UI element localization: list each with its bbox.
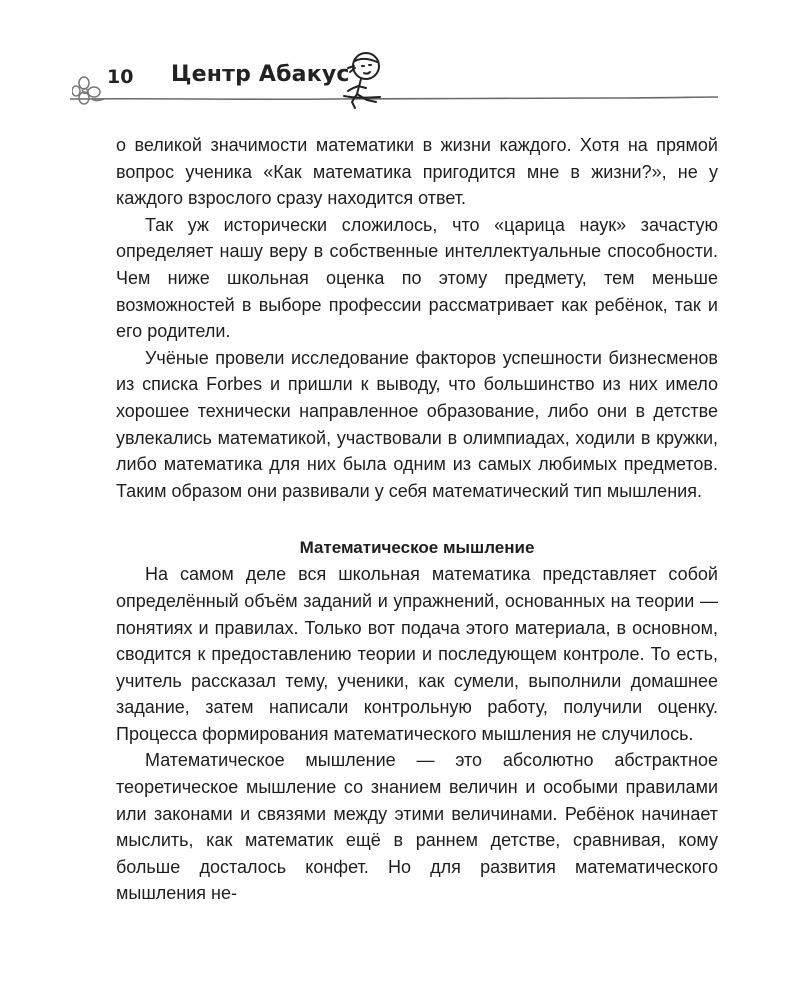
paragraph: На самом деле вся школьная математика представляет собой определённый объём заданий и упражнений, основанных на теории — понятиях и правилах. Только вот подача этого материала, в основном, сводится к предоставлению теории и последующем контроле. То есть, учитель рассказал тему, ученики, как сумели, выполнили домашнее задание, затем написали контрольную работу, получили оценку. Процесса формирования математического мышления не случилось.: [116, 564, 718, 744]
stick-figure-icon: [324, 46, 390, 112]
paragraph: Математическое мышление — это абсолютно абстрактное теоретическое мышление со знанием величин и особыми правилами или законами и связями между этими величинами. Ребёнок начинает мыслить, как математик ещё в раннем детстве, сравнивая, кому больше досталось конфет. Но для развития математического мышления не-: [116, 750, 718, 904]
text-body: [116, 132, 718, 907]
paragraph: Так уж исторически сложилось, что «царица наук» зачастую определяет нашу веру в собственные интеллектуальные способности. Чем ниже школьная оценка по этому предмету, тем меньше возможностей в выборе профессии рассматривает как ребёнок, так и его родители.: [116, 214, 718, 342]
header-rule: [0, 0, 800, 120]
running-title: Центр Абакус: [171, 62, 350, 87]
flower-icon: [72, 74, 106, 106]
page-header: [0, 0, 800, 120]
page-number: 10: [107, 66, 134, 88]
section-heading: Математическое мышление: [299, 538, 535, 558]
paragraph: о великой значимости математики в жизни каждого. Хотя на прямой вопрос ученика «Как математика пригодится мне в жизни?», не у каждого взрослого сразу находится ответ.: [116, 135, 718, 209]
paragraph: Учёные провели исследование факторов успешности бизнесменов из списка Forbes и пришли к выводу, что большинство из них имело хорошее технически направленное образование, либо они в детстве увлекались математикой, участвовали в олимпиадах, ходили в кружки, либо математика для них была одним из самых любимых предметов. Таким образом они развивали у себя математический тип мышления.: [116, 347, 718, 501]
